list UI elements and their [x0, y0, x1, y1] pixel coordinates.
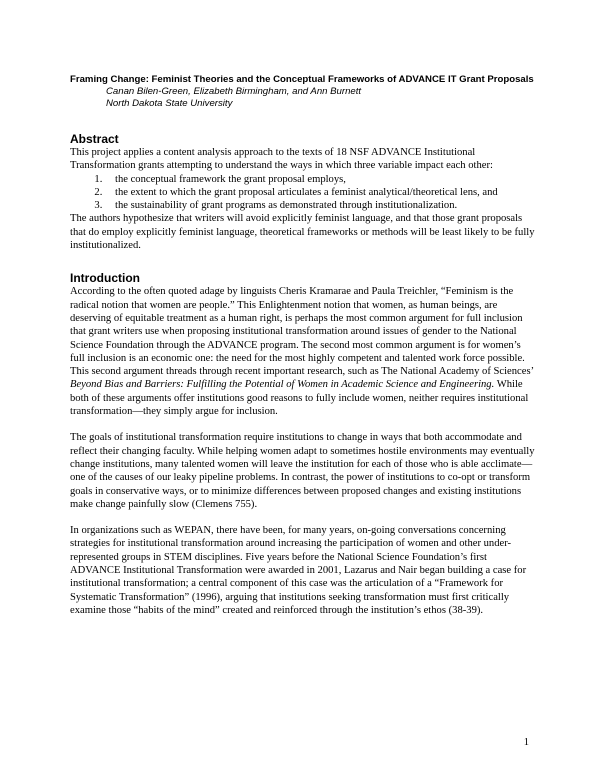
page-number: 1: [523, 737, 529, 748]
abstract-conclusion: The authors hypothesize that writers will avoid explicitly feminist language, and that those grant proposals that do employ explicitly feminist language, theoretical frameworks or methods will be least likely to be fully institutionalized.: [70, 213, 535, 252]
title-block: [70, 74, 540, 110]
book-title: Beyond Bias and Barriers: Fulfilling the Potential of Women in Academic Science and Engineering.: [70, 379, 495, 391]
intro-paragraph-2: The goals of institutional transformation require institutions to change in ways that both accommodate and reflect their changing faculty. While helping women adapt to sometimes hostile environments may eventually change institutions, many talented women will leave the institution for each of those who is able acclimate—one of the causes of our leaky pipeline problems. In contrast, the power of institutions to co-opt or transform goals in conservative ways, or to minimize differences between proposed changes and existing institutions make change painfully slow (Clemens 755).: [70, 432, 535, 510]
authors: Canan Bilen-Green, Elizabeth Birmingham, and Ann Burnett: [106, 86, 362, 97]
paper-title: Framing Change: Feminist Theories and the Conceptual Frameworks of ADVANCE IT Grant Proposals: [70, 74, 534, 85]
intro-paragraph-1: [70, 285, 535, 418]
abstract-heading: Abstract: [70, 132, 119, 146]
abstract-list: [70, 173, 535, 213]
affiliation: North Dakota State University: [106, 98, 233, 109]
body-text: [70, 132, 535, 617]
list-item: 2. the extent to which the grant proposal articulates a feminist analytical/theoretical lens, and: [105, 186, 535, 199]
intro-p1-start: According to the often quoted adage by linguists Cheris Kramarae and Paula Treichler, “Feminism is the radical notion that women are people.” This Enlightenment notion that women, as human beings, are deserving of equitable treatment as a human right, is perhaps the most common argument for full inclusion that grant writers use when proposing institutional transformation around issues of gender to the National Science Foundation through the ADVANCE program. The second most common argument is for women’s full inclusion is an economic one: the need for the most highly competent and talented work force possible. This second argument threads through recent important research, such as The National Academy of Sciences’: [70, 286, 534, 378]
list-item: 1. the conceptual framework the grant proposal employs,: [105, 173, 535, 186]
intro-p1-end: While both of these arguments offer institutions good reasons to fully include women, neither requires institutional transformation—they simply argue for inclusion.: [70, 379, 529, 418]
abstract-intro: This project applies a content analysis approach to the texts of 18 NSF ADVANCE Institutional Transformation grants attempting to understand the ways in which three variable impact each other:: [70, 147, 493, 172]
introduction-heading: Introduction: [70, 271, 140, 286]
intro-paragraph-3: In organizations such as WEPAN, there have been, for many years, on-going conversations concerning strategies for institutional transformation around increasing the participation of women and other under-represented groups in STEM disciplines. Five years before the National Science Foundation’s first ADVANCE Institutional Transformation were awarded in 2001, Lazarus and Nair began building a case for institutional transformation; a central component of this case was the articulation of a “Framework for Systematic Transformation” (1996), arguing that institutions seeking transformation must first critically examine those “habits of the mind” created and reinforced through the institution’s ethos (38-39).: [70, 525, 527, 616]
list-item: 3. the sustainability of grant programs as demonstrated through institutionalization.: [105, 199, 535, 212]
